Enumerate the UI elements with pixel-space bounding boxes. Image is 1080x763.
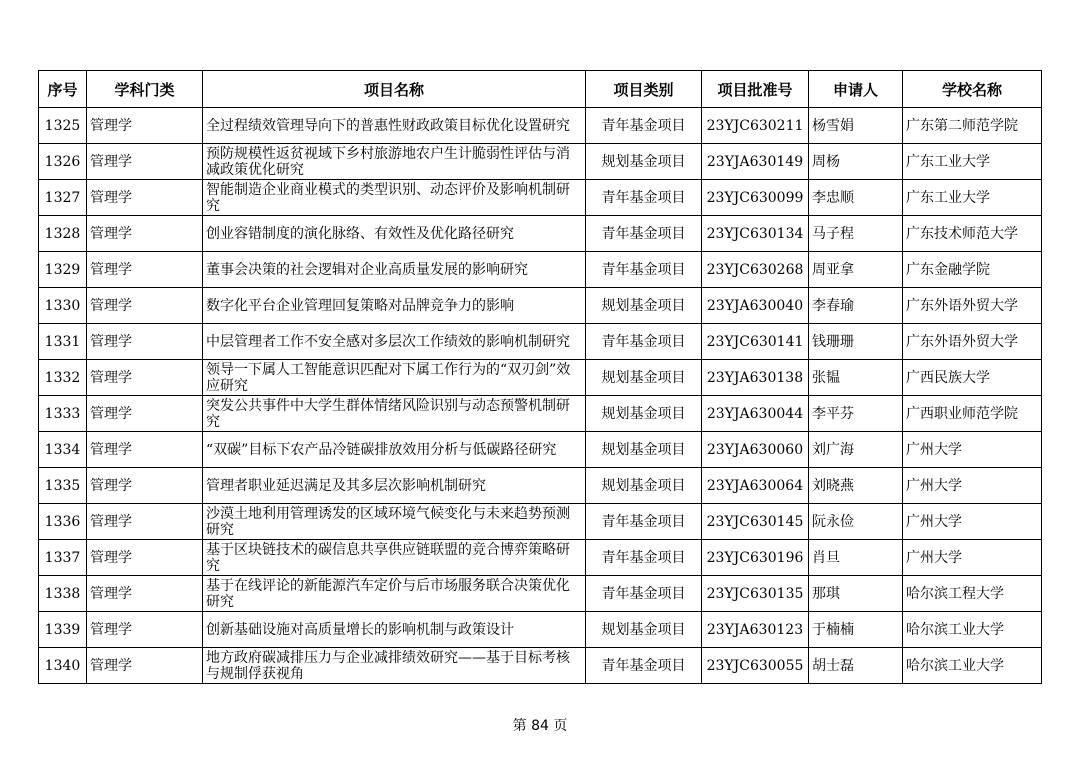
cell-seq: 1335 [39,468,87,504]
cell-seq: 1330 [39,288,87,324]
cell-category: 青年基金项目 [586,540,702,576]
cell-applicant: 张韫 [809,360,903,396]
cell-school: 广西民族大学 [903,360,1042,396]
table-row [39,432,1042,468]
cell-school: 哈尔滨工业大学 [903,612,1042,648]
cell-subject: 管理学 [87,648,203,684]
cell-approval-code: 23YJA630044 [702,396,809,432]
cell-applicant: 钱珊珊 [809,324,903,360]
header-approval-code: 项目批准号 [702,71,809,108]
cell-school: 广东外语外贸大学 [903,324,1042,360]
cell-project-name: 智能制造企业商业模式的类型识别、动态评价及影响机制研究 [203,180,586,216]
cell-subject: 管理学 [87,504,203,540]
cell-project-name: 地方政府碳减排压力与企业减排绩效研究——基于目标考核与规制俘获视角 [203,648,586,684]
table-row [39,252,1042,288]
cell-seq: 1339 [39,612,87,648]
cell-seq: 1325 [39,108,87,144]
cell-applicant: 那琪 [809,576,903,612]
cell-seq: 1331 [39,324,87,360]
cell-seq: 1328 [39,216,87,252]
table-row [39,396,1042,432]
cell-subject: 管理学 [87,144,203,180]
cell-applicant: 刘晓燕 [809,468,903,504]
cell-project-name: 数字化平台企业管理回复策略对品牌竞争力的影响 [203,288,586,324]
cell-subject: 管理学 [87,252,203,288]
header-project-name: 项目名称 [203,71,586,108]
cell-category: 青年基金项目 [586,108,702,144]
cell-subject: 管理学 [87,540,203,576]
cell-applicant: 肖旦 [809,540,903,576]
header-applicant: 申请人 [809,71,903,108]
cell-category: 规划基金项目 [586,396,702,432]
cell-project-name: 基于在线评论的新能源汽车定价与后市场服务联合决策优化研究 [203,576,586,612]
header-category: 项目类别 [586,71,702,108]
cell-approval-code: 23YJC630145 [702,504,809,540]
page-number: 第 84 页 [512,718,568,734]
cell-school: 广州大学 [903,468,1042,504]
table-row [39,504,1042,540]
cell-approval-code: 23YJA630060 [702,432,809,468]
cell-subject: 管理学 [87,180,203,216]
cell-approval-code: 23YJC630211 [702,108,809,144]
cell-category: 规划基金项目 [586,144,702,180]
cell-approval-code: 23YJA630123 [702,612,809,648]
cell-category: 规划基金项目 [586,612,702,648]
cell-approval-code: 23YJC630196 [702,540,809,576]
cell-school: 广州大学 [903,432,1042,468]
header-subject: 学科门类 [87,71,203,108]
cell-seq: 1340 [39,648,87,684]
table-body [39,108,1042,684]
table-row [39,288,1042,324]
table-row [39,360,1042,396]
cell-applicant: 李忠顺 [809,180,903,216]
project-table [38,70,1042,684]
table-row [39,612,1042,648]
cell-approval-code: 23YJA630138 [702,360,809,396]
cell-seq: 1334 [39,432,87,468]
cell-seq: 1332 [39,360,87,396]
cell-subject: 管理学 [87,288,203,324]
cell-applicant: 刘广海 [809,432,903,468]
cell-subject: 管理学 [87,108,203,144]
cell-school: 广西职业师范学院 [903,396,1042,432]
cell-applicant: 阮永俭 [809,504,903,540]
cell-applicant: 李平芬 [809,396,903,432]
cell-approval-code: 23YJA630149 [702,144,809,180]
cell-applicant: 胡士磊 [809,648,903,684]
header-school: 学校名称 [903,71,1042,108]
cell-project-name: 突发公共事件中大学生群体情绪风险识别与动态预警机制研究 [203,396,586,432]
cell-subject: 管理学 [87,396,203,432]
cell-project-name: 预防规模性返贫视域下乡村旅游地农户生计脆弱性评估与消减政策优化研究 [203,144,586,180]
cell-subject: 管理学 [87,468,203,504]
cell-category: 青年基金项目 [586,180,702,216]
cell-project-name: “双碳”目标下农产品冷链碳排放效用分析与低碳路径研究 [203,432,586,468]
cell-category: 青年基金项目 [586,252,702,288]
cell-seq: 1329 [39,252,87,288]
cell-school: 广东金融学院 [903,252,1042,288]
cell-approval-code: 23YJC630099 [702,180,809,216]
table-row [39,468,1042,504]
cell-category: 规划基金项目 [586,360,702,396]
cell-approval-code: 23YJA630064 [702,468,809,504]
cell-applicant: 马子程 [809,216,903,252]
cell-applicant: 李春瑜 [809,288,903,324]
table-row [39,108,1042,144]
cell-seq: 1333 [39,396,87,432]
table-row [39,144,1042,180]
cell-school: 广东工业大学 [903,144,1042,180]
cell-category: 规划基金项目 [586,432,702,468]
cell-subject: 管理学 [87,576,203,612]
cell-subject: 管理学 [87,216,203,252]
table-row [39,324,1042,360]
cell-applicant: 杨雪娟 [809,108,903,144]
cell-school: 哈尔滨工业大学 [903,648,1042,684]
cell-approval-code: 23YJC630141 [702,324,809,360]
cell-approval-code: 23YJC630055 [702,648,809,684]
cell-applicant: 周亚拿 [809,252,903,288]
cell-school: 广州大学 [903,540,1042,576]
cell-project-name: 领导一下属人工智能意识匹配对下属工作行为的“双刃剑”效应研究 [203,360,586,396]
cell-school: 广东第二师范学院 [903,108,1042,144]
cell-school: 广州大学 [903,504,1042,540]
cell-approval-code: 23YJC630135 [702,576,809,612]
cell-category: 青年基金项目 [586,648,702,684]
cell-category: 青年基金项目 [586,324,702,360]
table-header-row [39,71,1042,108]
cell-category: 青年基金项目 [586,504,702,540]
cell-applicant: 于楠楠 [809,612,903,648]
cell-project-name: 管理者职业延迟满足及其多层次影响机制研究 [203,468,586,504]
table-row [39,180,1042,216]
cell-seq: 1336 [39,504,87,540]
cell-category: 规划基金项目 [586,468,702,504]
cell-project-name: 中层管理者工作不安全感对多层次工作绩效的影响机制研究 [203,324,586,360]
table-row [39,540,1042,576]
cell-applicant: 周杨 [809,144,903,180]
cell-project-name: 全过程绩效管理导向下的普惠性财政政策目标优化设置研究 [203,108,586,144]
cell-project-name: 董事会决策的社会逻辑对企业高质量发展的影响研究 [203,252,586,288]
cell-project-name: 创新基础设施对高质量增长的影响机制与政策设计 [203,612,586,648]
cell-category: 青年基金项目 [586,576,702,612]
cell-project-name: 基于区块链技术的碳信息共享供应链联盟的竞合博弈策略研究 [203,540,586,576]
cell-school: 广东技术师范大学 [903,216,1042,252]
cell-approval-code: 23YJA630040 [702,288,809,324]
cell-subject: 管理学 [87,360,203,396]
cell-approval-code: 23YJC630134 [702,216,809,252]
cell-school: 哈尔滨工程大学 [903,576,1042,612]
table-row [39,648,1042,684]
cell-seq: 1326 [39,144,87,180]
cell-subject: 管理学 [87,324,203,360]
table-row [39,576,1042,612]
table-row [39,216,1042,252]
cell-project-name: 沙漠土地利用管理诱发的区域环境气候变化与未来趋势预测研究 [203,504,586,540]
cell-school: 广东外语外贸大学 [903,288,1042,324]
cell-seq: 1337 [39,540,87,576]
cell-category: 青年基金项目 [586,216,702,252]
cell-school: 广东工业大学 [903,180,1042,216]
cell-project-name: 创业容错制度的演化脉络、有效性及优化路径研究 [203,216,586,252]
cell-seq: 1338 [39,576,87,612]
cell-subject: 管理学 [87,612,203,648]
header-seq: 序号 [39,71,87,108]
cell-seq: 1327 [39,180,87,216]
cell-subject: 管理学 [87,432,203,468]
cell-category: 规划基金项目 [586,288,702,324]
cell-approval-code: 23YJC630268 [702,252,809,288]
